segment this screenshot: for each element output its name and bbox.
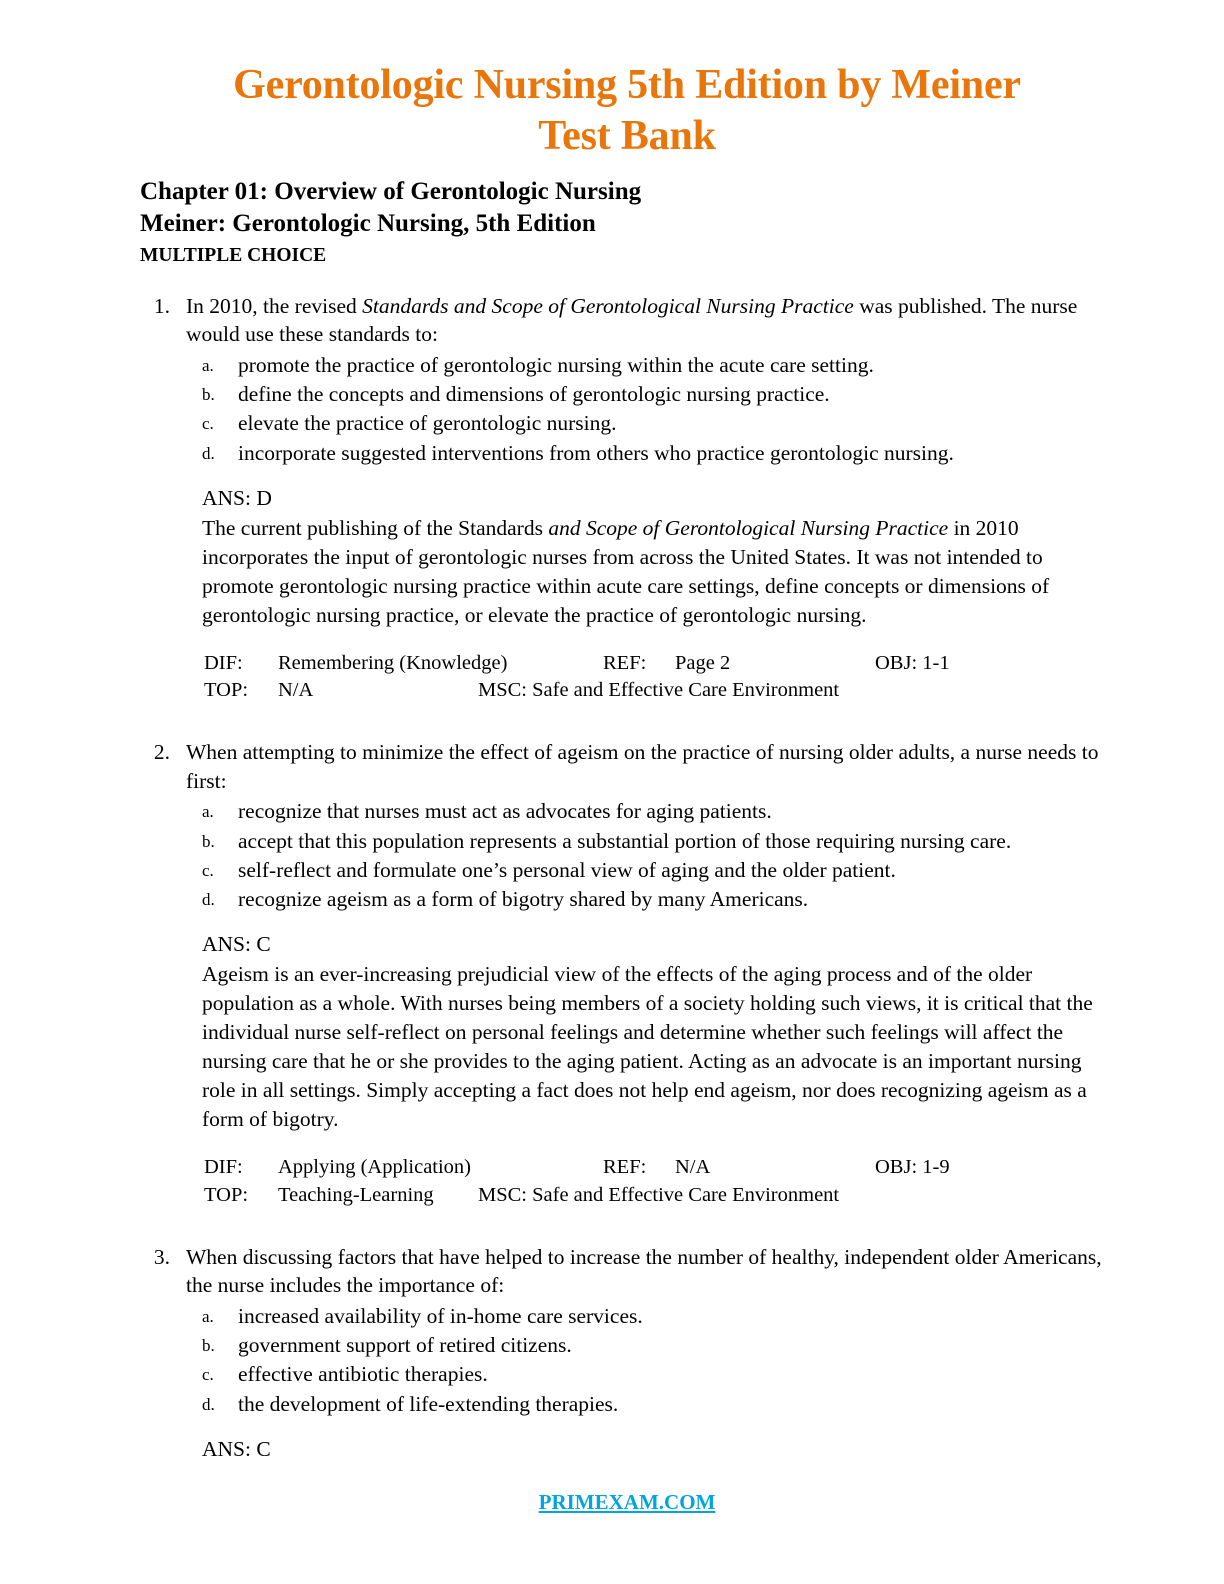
answer-rationale <box>202 514 1114 630</box>
answer-block <box>202 930 1114 1134</box>
ref-value: Page 2 <box>675 651 731 674</box>
rationale-italic: and Scope of Gerontological Nursing Practice <box>548 515 949 540</box>
choice-item[interactable] <box>202 439 1114 468</box>
choice-text: recognize that nurses must act as advocates for aging patients. <box>238 799 772 824</box>
ref-label: REF: <box>603 1156 647 1179</box>
choice-text: recognize ageism as a form of bigotry shared by many Americans. <box>238 887 809 912</box>
question-metadata <box>204 1154 1114 1209</box>
answer-key: ANS: D <box>202 485 272 510</box>
choice-text: increased availability of in-home care services. <box>238 1303 643 1328</box>
msc-label: MSC: <box>478 679 527 702</box>
choice-item[interactable] <box>202 827 1114 856</box>
page-title-line2: Test Bank <box>538 113 716 160</box>
question-stem-italic: Standards and Scope of Gerontological Nursing Practice <box>362 293 854 318</box>
choice-list <box>202 797 1114 914</box>
choice-letter: d. <box>202 443 215 463</box>
choice-item[interactable] <box>202 797 1114 826</box>
choice-text: define the concepts and dimensions of gerontologic nursing practice. <box>238 382 830 407</box>
question-item <box>140 292 1114 704</box>
question-number: 1. <box>153 293 170 318</box>
choice-text: government support of retired citizens. <box>238 1333 572 1358</box>
choice-letter: d. <box>202 890 215 910</box>
choice-item[interactable] <box>202 1360 1114 1389</box>
choice-list <box>202 351 1114 468</box>
answer-block <box>202 484 1114 630</box>
chapter-heading-block <box>140 176 1114 269</box>
question-stem <box>186 292 1114 349</box>
choice-letter: c. <box>202 414 214 434</box>
choice-text: promote the practice of gerontologic nursing within the acute care setting. <box>238 352 874 377</box>
choice-letter: b. <box>202 1336 215 1356</box>
question-stem-post: was published. The nurse would use these standards to: <box>186 293 1078 347</box>
question-stem: When discussing factors that have helped to increase the number of healthy, independent older Americans, the nurse includes the importance of: <box>186 1244 1102 1298</box>
choice-letter: a. <box>202 1306 214 1326</box>
footer <box>140 1490 1114 1525</box>
choice-text: effective antibiotic therapies. <box>238 1362 488 1387</box>
choice-item[interactable] <box>202 1302 1114 1331</box>
choice-text: accept that this population represents a substantial portion of those requiring nursing care. <box>238 828 1012 853</box>
choice-letter: d. <box>202 1394 215 1414</box>
choice-item[interactable] <box>202 1390 1114 1419</box>
question-item <box>140 1243 1114 1464</box>
top-label: TOP: <box>204 1183 249 1206</box>
answer-key: ANS: C <box>202 932 271 957</box>
choice-item[interactable] <box>202 1331 1114 1360</box>
choice-text: elevate the practice of gerontologic nursing. <box>238 411 617 436</box>
ref-value: N/A <box>675 1156 711 1179</box>
dif-value: Applying (Application) <box>278 1156 472 1179</box>
questions-list <box>140 292 1114 1464</box>
choice-text: incorporate suggested interventions from others who practice gerontologic nursing. <box>238 440 954 465</box>
question-number: 3. <box>153 1244 170 1269</box>
answer-block <box>202 1435 1114 1464</box>
obj-value: 1-1 <box>922 651 950 674</box>
question-metadata <box>204 650 1114 705</box>
choice-list <box>202 1302 1114 1419</box>
question-item <box>140 738 1114 1209</box>
choice-text: self-reflect and formulate one’s personal view of aging and the older patient. <box>238 857 896 882</box>
top-value: Teaching-Learning <box>278 1183 434 1206</box>
question-stem-pre: In 2010, the revised <box>186 293 363 318</box>
rationale-pre: The current publishing of the Standards <box>202 515 549 540</box>
choice-item[interactable] <box>202 380 1114 409</box>
msc-label: MSC: <box>478 1183 527 1206</box>
dif-value: Remembering (Knowledge) <box>278 651 508 674</box>
rationale-post: in 2010 incorporates the input of gerontologic nurses from across the United States. It was not intended to promote gerontologic nursing practice within acute care settings, define concepts or dimensions of gerontologic nursing practice, or elevate the practice of gerontologic nursing. <box>202 515 1050 627</box>
dif-label: DIF: <box>204 1156 243 1179</box>
choice-letter: a. <box>202 355 214 375</box>
msc-value: Safe and Effective Care Environment <box>532 1183 840 1206</box>
question-number: 2. <box>153 740 170 765</box>
choice-letter: c. <box>202 1365 214 1385</box>
dif-label: DIF: <box>204 651 243 674</box>
question-stem: When attempting to minimize the effect of ageism on the practice of nursing older adults, a nurse needs to first: <box>186 740 1099 793</box>
top-label: TOP: <box>204 679 249 702</box>
choice-item[interactable] <box>202 409 1114 438</box>
choice-letter: b. <box>202 831 215 851</box>
choice-item[interactable] <box>202 351 1114 380</box>
choice-letter: b. <box>202 385 215 405</box>
page-title <box>140 60 1114 162</box>
choice-item[interactable] <box>202 885 1114 914</box>
choice-text: the development of life-extending therapies. <box>238 1391 619 1416</box>
obj-label: OBJ: <box>875 651 918 674</box>
book-heading: Meiner: Gerontologic Nursing, 5th Edition <box>140 210 596 238</box>
choice-letter: a. <box>202 802 214 822</box>
top-value: N/A <box>278 679 314 702</box>
ref-label: REF: <box>603 651 647 674</box>
choice-item[interactable] <box>202 856 1114 885</box>
section-heading: MULTIPLE CHOICE <box>140 245 327 267</box>
page-title-line1: Gerontologic Nursing 5th Edition by Meiner <box>233 62 1021 108</box>
obj-value: 1-9 <box>922 1156 950 1179</box>
answer-rationale: Ageism is an ever-increasing prejudicial view of the effects of the aging process and of the older population as a whole. With nurses being members of a society holding such views, it is critical that the individual nurse self-reflect on personal feelings and determine whether such feelings will affect the nursing care that he or she provides to the aging patient. Acting as an advocate is an important nursing role in all settings. Simply accepting a fact does not help end ageism, nor does recognizing ageism as a form of bigotry. <box>202 962 1093 1132</box>
obj-label: OBJ: <box>875 1156 918 1179</box>
choice-letter: c. <box>202 860 214 880</box>
chapter-heading: Chapter 01: Overview of Gerontologic Nursing <box>140 178 642 206</box>
footer-site-link[interactable]: PRIMEXAM.COM <box>538 1489 716 1514</box>
msc-value: Safe and Effective Care Environment <box>532 679 840 702</box>
answer-key: ANS: C <box>202 1436 271 1461</box>
